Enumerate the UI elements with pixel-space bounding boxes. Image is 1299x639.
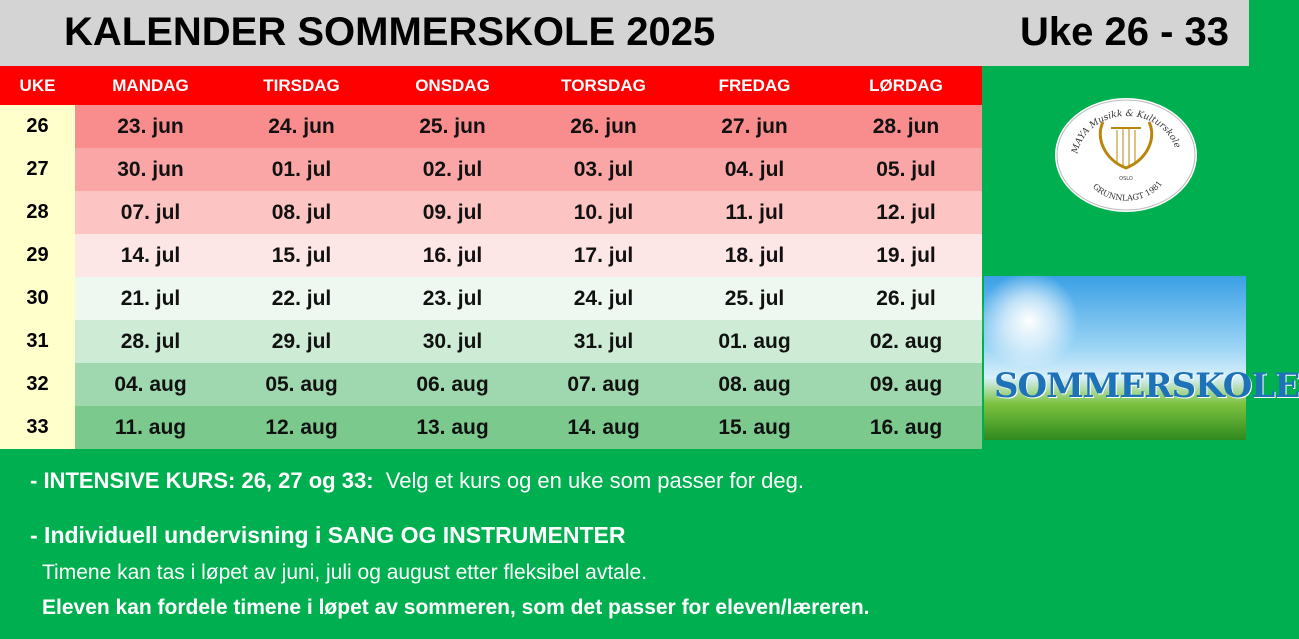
day-cell: 12. jul: [830, 191, 982, 234]
week-number: 30: [0, 277, 75, 320]
day-cell: 03. jul: [528, 148, 679, 191]
day-cell: 02. jul: [377, 148, 528, 191]
week-number: 29: [0, 234, 75, 277]
header-friday: FREDAG: [679, 66, 830, 105]
individual-text: Timene kan tas i løpet av juni, juli og august etter fleksibel avtale.: [42, 561, 648, 584]
day-cell: 14. jul: [75, 234, 226, 277]
calendar-table: [0, 66, 982, 449]
week-range: Uke 26 - 33: [1019, 10, 1229, 54]
distribution-text: Eleven kan fordele timene i løpet av sommeren, som det passer for eleven/læreren.: [42, 596, 870, 619]
week-number: 31: [0, 320, 75, 363]
sommerskole-word: SOMMERSKOLE: [994, 366, 1299, 406]
calendar-row: [0, 105, 982, 148]
day-cell: 11. aug: [75, 406, 226, 449]
week-number: 28: [0, 191, 75, 234]
header-wednesday: ONSDAG: [377, 66, 528, 105]
header-tuesday: TIRSDAG: [226, 66, 377, 105]
calendar-row: [0, 191, 982, 234]
logo-city: OSLO: [1119, 176, 1133, 182]
page-title: KALENDER SOMMERSKOLE 2025: [64, 10, 716, 54]
week-number: 26: [0, 105, 75, 148]
sommerskole-image: [984, 276, 1299, 440]
day-cell: 25. jul: [679, 277, 830, 320]
day-cell: 27. jun: [679, 105, 830, 148]
header-monday: MANDAG: [75, 66, 226, 105]
calendar-row: [0, 148, 982, 191]
day-cell: 26. jun: [528, 105, 679, 148]
day-cell: 21. jul: [75, 277, 226, 320]
day-cell: 17. jul: [528, 234, 679, 277]
day-cell: 23. jul: [377, 277, 528, 320]
day-cell: 22. jul: [226, 277, 377, 320]
day-cell: 09. jul: [377, 191, 528, 234]
day-cell: 16. jul: [377, 234, 528, 277]
day-cell: 02. aug: [830, 320, 982, 363]
header-bar: [0, 0, 1249, 66]
calendar-row: [0, 277, 982, 320]
day-cell: 13. aug: [377, 406, 528, 449]
day-cell: 30. jun: [75, 148, 226, 191]
week-number: 33: [0, 406, 75, 449]
day-cell: 24. jun: [226, 105, 377, 148]
logo-graphic: [1055, 98, 1197, 212]
calendar-row: [0, 363, 982, 406]
day-cell: 12. aug: [226, 406, 377, 449]
calendar-row: [0, 234, 982, 277]
day-cell: 16. aug: [830, 406, 982, 449]
day-cell: 19. jul: [830, 234, 982, 277]
day-cell: 04. jul: [679, 148, 830, 191]
calendar-row: [0, 320, 982, 363]
calendar-header-row: [0, 66, 982, 105]
day-cell: 26. jul: [830, 277, 982, 320]
day-cell: 28. jul: [75, 320, 226, 363]
day-cell: 15. aug: [679, 406, 830, 449]
individual-heading: - Individuell undervisning i SANG OG INSTRUMENTER: [30, 522, 626, 548]
header-saturday: LØRDAG: [830, 66, 982, 105]
day-cell: 25. jun: [377, 105, 528, 148]
day-cell: 08. aug: [679, 363, 830, 406]
day-cell: 07. jul: [75, 191, 226, 234]
day-cell: 29. jul: [226, 320, 377, 363]
day-cell: 15. jul: [226, 234, 377, 277]
day-cell: 06. aug: [377, 363, 528, 406]
week-number: 27: [0, 148, 75, 191]
day-cell: 14. aug: [528, 406, 679, 449]
header-thursday: TORSDAG: [528, 66, 679, 105]
day-cell: 24. jul: [528, 277, 679, 320]
day-cell: 09. aug: [830, 363, 982, 406]
week-number: 32: [0, 363, 75, 406]
day-cell: 18. jul: [679, 234, 830, 277]
day-cell: 08. jul: [226, 191, 377, 234]
intensive-course-note: [30, 468, 804, 494]
day-cell: 11. jul: [679, 191, 830, 234]
intensive-course-label: - INTENSIVE KURS: 26, 27 og 33:: [30, 468, 374, 493]
logo-text-bottom: GRUNNLAGT 1981: [1090, 179, 1165, 203]
sun-glow: [974, 276, 1084, 366]
logo-text-top: MAYA Musikk & Kulturskole: [1070, 108, 1182, 155]
calendar-row: [0, 406, 982, 449]
day-cell: 05. jul: [830, 148, 982, 191]
day-cell: 04. aug: [75, 363, 226, 406]
header-week: UKE: [0, 66, 75, 105]
day-cell: 05. aug: [226, 363, 377, 406]
day-cell: 31. jul: [528, 320, 679, 363]
day-cell: 10. jul: [528, 191, 679, 234]
day-cell: 01. jul: [226, 148, 377, 191]
maya-logo: [1055, 98, 1197, 212]
day-cell: 30. jul: [377, 320, 528, 363]
day-cell: 07. aug: [528, 363, 679, 406]
day-cell: 23. jun: [75, 105, 226, 148]
day-cell: 01. aug: [679, 320, 830, 363]
intensive-course-text: Velg et kurs og en uke som passer for deg.: [385, 468, 805, 493]
day-cell: 28. jun: [830, 105, 982, 148]
